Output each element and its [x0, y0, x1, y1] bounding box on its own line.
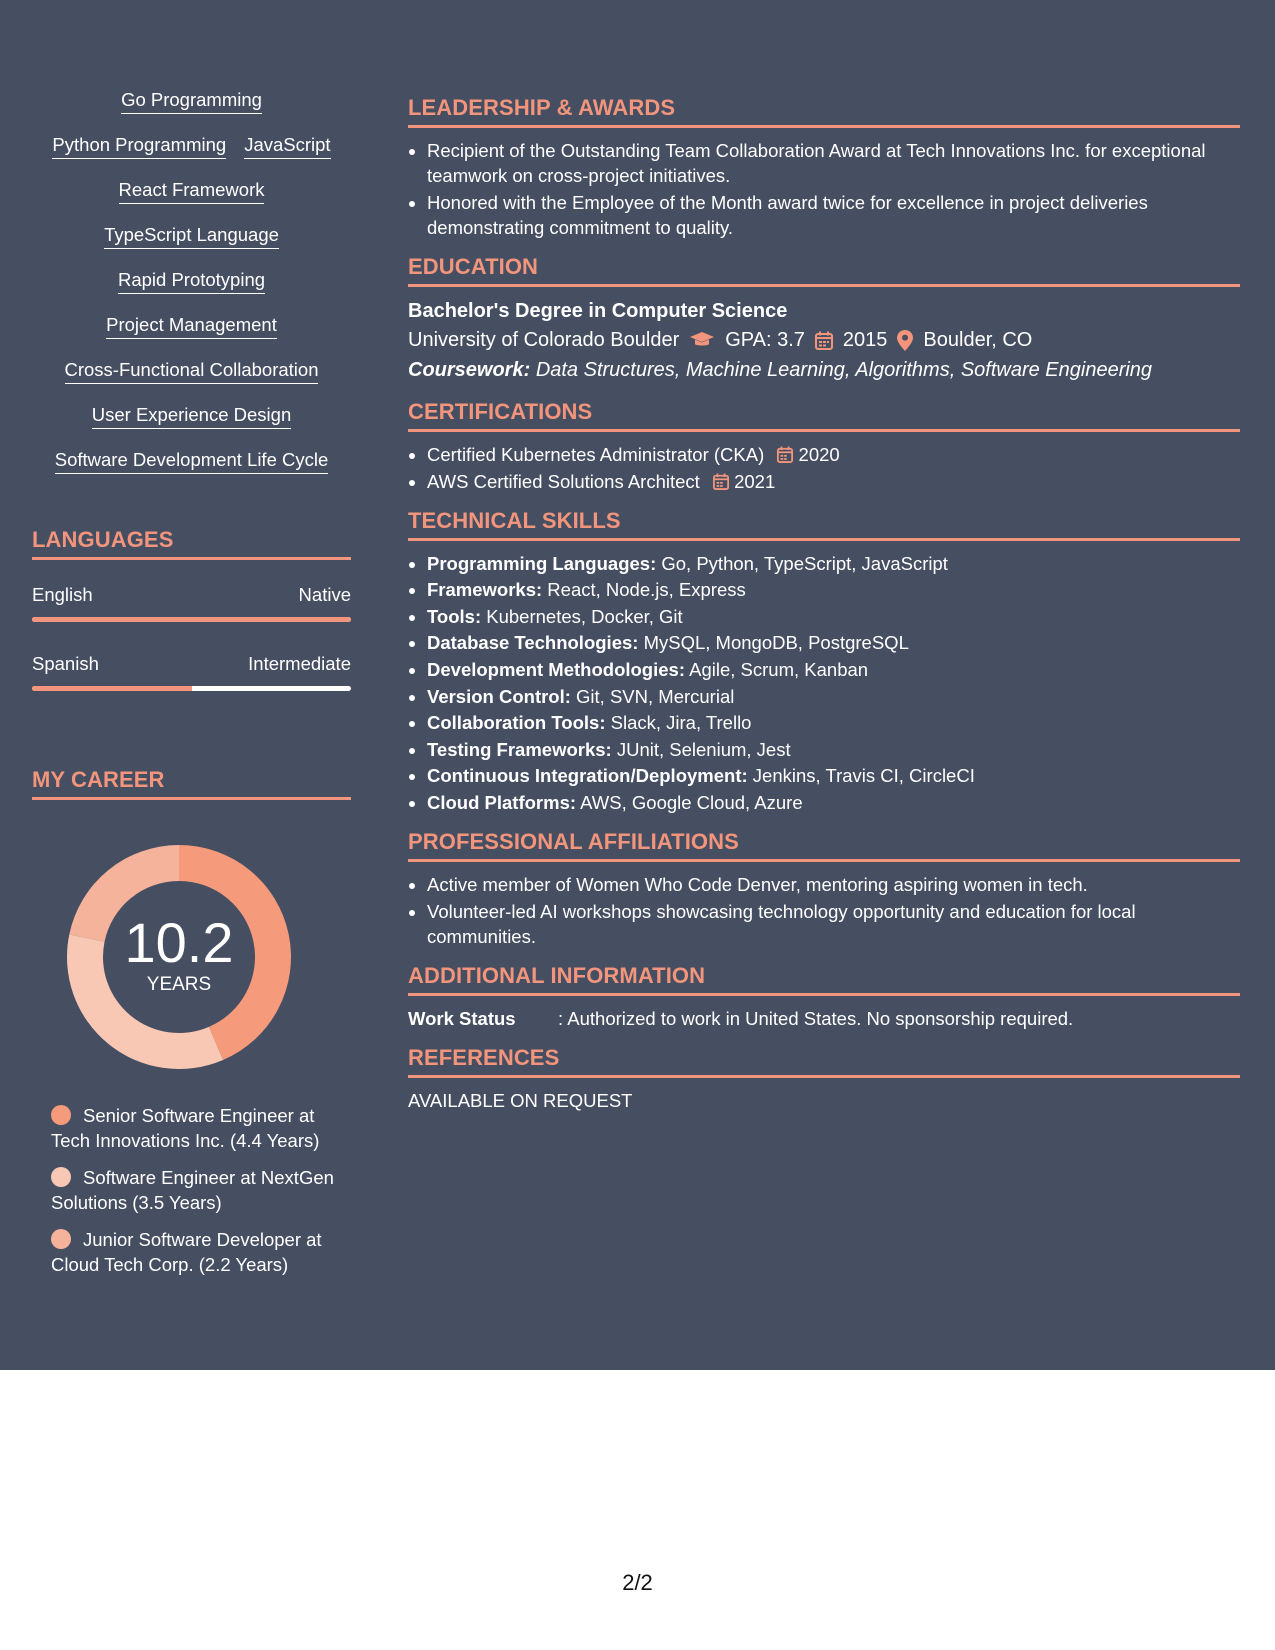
skill-values: Jenkins, Travis CI, CircleCI	[752, 765, 975, 787]
certifications-heading: CERTIFICATIONS	[408, 399, 1240, 432]
additional-info-section	[408, 963, 1240, 1031]
skill-category: Development Methodologies:	[427, 658, 685, 680]
certification-year: 2021	[734, 470, 776, 492]
coursework-label: Coursework:	[408, 359, 531, 381]
graduation-year: 2015	[842, 329, 888, 351]
leadership-heading: LEADERSHIP & AWARDS	[408, 95, 1240, 128]
technical-skill-item	[427, 657, 1240, 682]
skill-category: Frameworks:	[427, 579, 543, 601]
skill-row	[32, 268, 351, 313]
skill-tag: User Experience Design	[92, 403, 291, 429]
skill-category: Continuous Integration/Deployment:	[427, 765, 748, 787]
education-details	[408, 325, 1240, 355]
leadership-item: • Honored with the Employee of the Month award twice for excellence in project deliveries demonstrating commitment to quality.	[427, 190, 1240, 240]
career-heading: MY CAREER	[32, 767, 351, 800]
technical-skills-heading: TECHNICAL SKILLS	[408, 508, 1240, 541]
skill-category: Database Technologies:	[427, 632, 639, 654]
graduation-cap-icon	[689, 331, 715, 349]
skill-values: MySQL, MongoDB, PostgreSQL	[643, 632, 909, 654]
skill-tag: JavaScript	[244, 133, 330, 159]
skill-category: Programming Languages:	[427, 552, 657, 574]
skill-row	[32, 178, 351, 223]
career-total-unit: YEARS	[146, 974, 212, 995]
affiliations-heading: PROFESSIONAL AFFILIATIONS	[408, 829, 1240, 862]
references-heading: REFERENCES	[408, 1045, 1240, 1078]
additional-info-heading: ADDITIONAL INFORMATION	[408, 963, 1240, 996]
education-heading: EDUCATION	[408, 254, 1240, 287]
skill-category: Version Control:	[427, 685, 571, 707]
language-level-bar	[32, 686, 351, 691]
technical-skill-item	[427, 684, 1240, 709]
school-name: University of Colorado Boulder	[408, 329, 680, 351]
language-level-fill	[32, 686, 192, 691]
page-number: 2/2	[622, 1570, 653, 1595]
language-level: Intermediate	[248, 653, 351, 674]
skill-row	[32, 133, 351, 178]
certification-item	[427, 442, 1240, 467]
skill-category: Cloud Platforms:	[427, 791, 577, 813]
references-section	[408, 1045, 1240, 1113]
location-pin-icon	[897, 330, 913, 351]
degree-title: Bachelor's Degree in Computer Science	[408, 300, 788, 322]
right-column	[408, 95, 1240, 1127]
skill-row	[32, 358, 351, 403]
certification-item	[427, 469, 1240, 494]
certification-year: 2020	[798, 444, 840, 465]
skills-list	[32, 88, 351, 493]
leadership-section	[408, 95, 1240, 240]
gpa: GPA: 3.7	[725, 329, 805, 351]
skill-tag: TypeScript Language	[104, 223, 279, 249]
skill-category: Tools:	[427, 605, 482, 627]
career-legend-item	[51, 1104, 351, 1153]
coursework	[408, 355, 1240, 385]
career-legend-item	[51, 1228, 351, 1277]
work-status	[408, 1006, 1240, 1031]
technical-skill-item	[427, 630, 1240, 655]
technical-skill-item	[427, 604, 1240, 629]
career-role: Junior Software Developer at Cloud Tech Corp. (2.2 Years)	[51, 1229, 322, 1275]
skill-values: Agile, Scrum, Kanban	[689, 658, 869, 680]
skill-row	[32, 223, 351, 268]
language-spanish	[32, 652, 351, 691]
calendar-icon	[713, 473, 729, 490]
language-english	[32, 583, 351, 622]
certification-name: AWS Certified Solutions Architect	[427, 470, 700, 492]
certifications-section	[408, 399, 1240, 494]
skill-category: Collaboration Tools:	[427, 712, 606, 734]
legend-dot-icon	[51, 1105, 71, 1125]
skill-tag: Cross-Functional Collaboration	[65, 358, 319, 384]
work-status-value: : Authorized to work in United States. No sponsorship required.	[558, 1007, 1074, 1029]
language-name: English	[32, 584, 93, 605]
skill-values: React, Node.js, Express	[547, 579, 746, 601]
affiliation-item: • Volunteer-led AI workshops showcasing technology opportunity and education for local communities.	[427, 899, 1240, 949]
skill-category: Testing Frameworks:	[427, 738, 612, 760]
skill-values: Git, SVN, Mercurial	[576, 685, 735, 707]
career-total-years: 10.2	[124, 911, 234, 974]
legend-dot-icon	[51, 1229, 71, 1249]
skill-tag: Software Development Life Cycle	[55, 448, 329, 474]
skill-values: Kubernetes, Docker, Git	[486, 605, 683, 627]
skill-row	[32, 403, 351, 448]
skill-row	[32, 448, 351, 493]
language-level: Native	[298, 584, 351, 605]
certification-name: Certified Kubernetes Administrator (CKA)	[427, 444, 765, 465]
skill-tag: Python Programming	[52, 133, 226, 159]
skill-tag: Project Management	[106, 313, 277, 339]
skill-values: Slack, Jira, Trello	[610, 712, 752, 734]
skill-tag: Go Programming	[121, 88, 262, 114]
technical-skill-item	[427, 551, 1240, 576]
technical-skill-item	[427, 577, 1240, 602]
skill-values: Go, Python, TypeScript, JavaScript	[661, 552, 948, 574]
technical-skill-item	[427, 763, 1240, 788]
language-level-fill	[32, 617, 351, 622]
technical-skill-item	[427, 790, 1240, 815]
skill-row	[32, 88, 351, 133]
technical-skills-section	[408, 508, 1240, 815]
calendar-icon	[815, 331, 833, 350]
skill-tag: React Framework	[119, 178, 265, 204]
skill-tag: Rapid Prototyping	[118, 268, 265, 294]
legend-dot-icon	[51, 1167, 71, 1187]
affiliation-item: • Active member of Women Who Code Denver, mentoring aspiring women in tech.	[427, 872, 1240, 897]
language-level-bar	[32, 617, 351, 622]
references-text: AVAILABLE ON REQUEST	[408, 1089, 633, 1111]
skill-row	[32, 313, 351, 358]
technical-skill-item	[427, 737, 1240, 762]
languages-heading: LANGUAGES	[32, 527, 351, 560]
work-status-label: Work Status	[408, 1007, 516, 1029]
career-legend	[51, 1104, 351, 1290]
education-section	[408, 254, 1240, 385]
school-location: Boulder, CO	[923, 329, 1033, 351]
affiliations-section	[408, 829, 1240, 949]
skill-values: JUnit, Selenium, Jest	[616, 738, 791, 760]
career-role: Senior Software Engineer at Tech Innovations Inc. (4.4 Years)	[51, 1105, 320, 1151]
language-name: Spanish	[32, 653, 99, 674]
coursework-list: Data Structures, Machine Learning, Algorithms, Software Engineering	[535, 359, 1153, 381]
calendar-icon	[777, 446, 793, 463]
skill-values: AWS, Google Cloud, Azure	[580, 791, 803, 813]
career-total	[67, 912, 291, 996]
leadership-item: • Recipient of the Outstanding Team Collaboration Award at Tech Innovations Inc. for exceptional teamwork on cross-project initiatives.	[427, 138, 1240, 188]
career-role: Software Engineer at NextGen Solutions (3.5 Years)	[51, 1167, 334, 1213]
career-legend-item	[51, 1166, 351, 1215]
technical-skill-item	[427, 710, 1240, 735]
